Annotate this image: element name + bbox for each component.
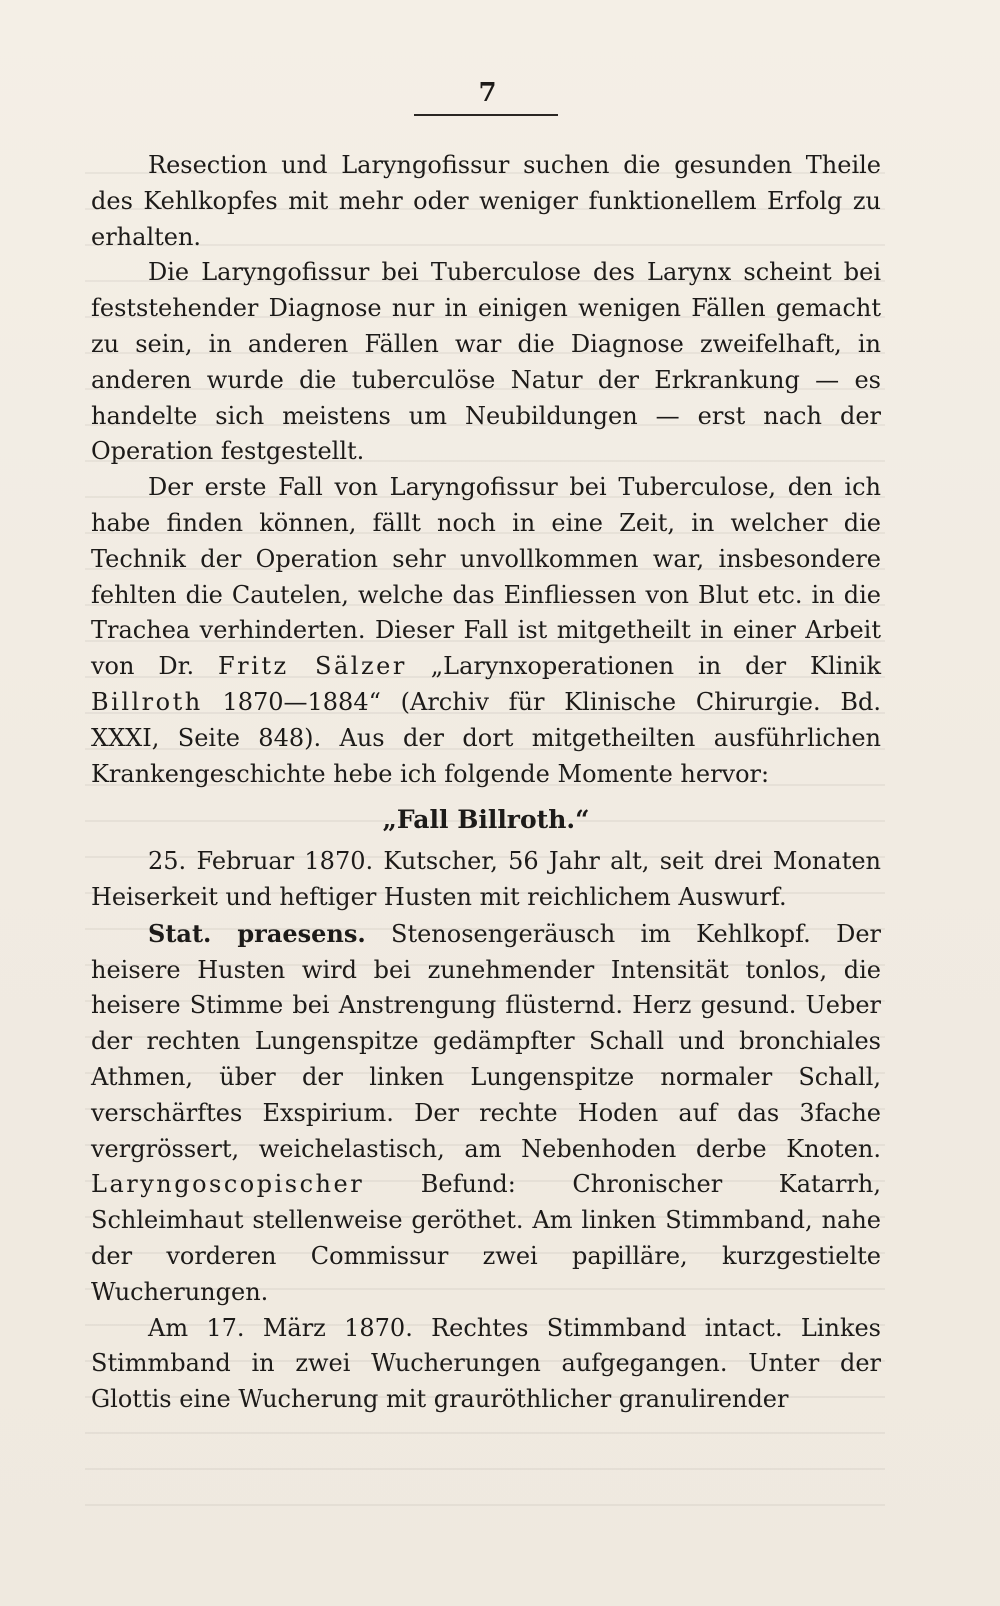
paragraph-3-text-c: 1870—1884“ (Archiv für Klinische Chirurgie. Bd. XXXI, Seite 848). Aus der dort mitgetheilten ausführlichen Krankengeschichte hebe ich folgende Momente hervor: bbox=[91, 687, 881, 788]
paragraph-3-text-b: „Larynxoperationen in der Klinik bbox=[406, 652, 882, 681]
laryngoscopic-term: Laryngoscopischer bbox=[91, 1170, 365, 1199]
paragraph-5-text-a: Stenosengeräusch im Kehlkopf. Der heisere Husten wird bei zunehmender Intensität tonlos, die heisere Stimme bei Anstrengung flüsternd. Herz gesund. Ueber der rechten Lungenspitze gedämpfter Schall und bronchiales Athmen, über der linken Lungenspitze normaler Schall, verschärftes Exspirium. Der rechte Hoden auf das 3fache vergrössert, weichelastisch, am Nebenhoden derbe Knoten. bbox=[91, 919, 881, 1163]
paragraph-6: Am 17. März 1870. Rechtes Stimmband intact. Linkes Stimmband in zwei Wucherungen aufgegangen. Unter der Glottis eine Wucherung mit grauröthlicher granulirender bbox=[91, 1313, 881, 1414]
paragraph-3 bbox=[91, 470, 881, 792]
paragraph-3-text-a: Der erste Fall von Laryngofissur bei Tuberculose, den ich habe finden können, fällt noch in eine Zeit, in welcher die Technik der Operation sehr unvollkommen war, insbesondere fehlten die Cautelen, welche das Einfliessen von Blut etc. in die Trachea verhinderten. Dieser Fall ist mitgetheilt in einer Arbeit von Dr. bbox=[91, 473, 881, 681]
status-lead: Stat. praesens. bbox=[148, 918, 366, 948]
clinic-name: Billroth bbox=[91, 687, 203, 716]
paragraph-2: Die Laryngofissur bei Tuberculose des Larynx scheint bei feststehender Diagnose nur in einigen wenigen Fällen gemacht zu sein, in anderen Fällen war die Diagnose zweifelhaft, in anderen wurde die tuberculöse Natur der Erkrankung — es handelte sich meistens um Neubildungen — erst nach der Operation festgestellt. bbox=[91, 258, 881, 466]
paragraph-5 bbox=[91, 916, 881, 1311]
paragraph-4: 25. Februar 1870. Kutscher, 56 Jahr alt, seit drei Monaten Heiserkeit und heftiger Husten mit reichlichem Auswurf. bbox=[91, 847, 881, 911]
paragraph-1: Resection und Laryngofissur suchen die gesunden Theile des Kehlkopfes mit mehr oder weniger funktionellem Erfolg zu erhalten. bbox=[91, 151, 881, 251]
body-text bbox=[91, 148, 881, 1418]
author-name: Fritz Sälzer bbox=[218, 652, 407, 681]
page-number-rule bbox=[414, 114, 558, 116]
case-heading: „Fall Billroth.“ bbox=[382, 805, 590, 835]
paragraph-5-text-b: Befund: Chronischer Katarrh, Schleimhaut stellenweise geröthet. Am linken Stimmband, nahe der vorderen Commissur zwei papilläre, kurzgestielte Wucherungen. bbox=[91, 1170, 881, 1306]
page-number: 7 bbox=[478, 78, 498, 108]
